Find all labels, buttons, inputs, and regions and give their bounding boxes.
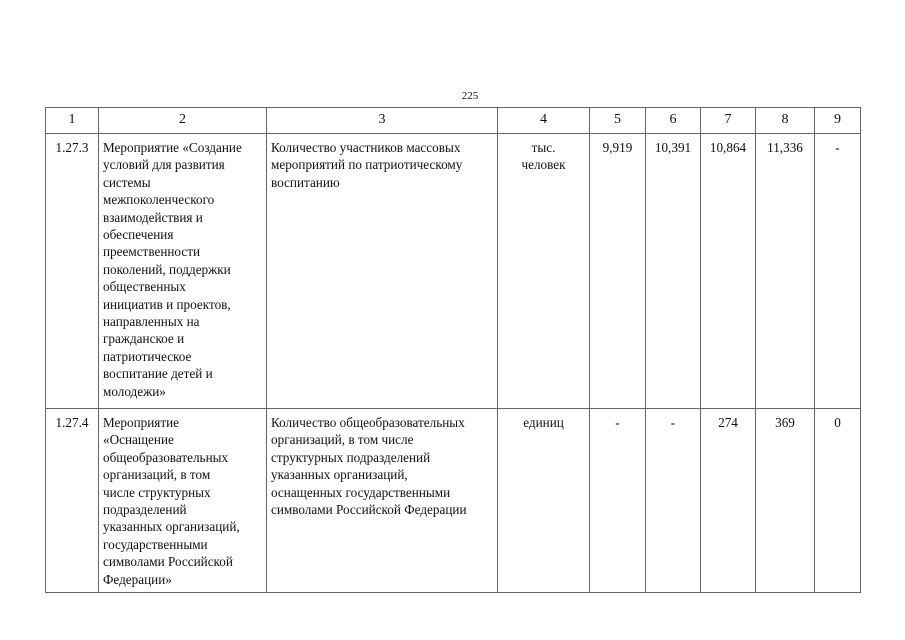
value-6: 10,391 xyxy=(646,134,701,409)
value-9: 0 xyxy=(815,409,861,593)
column-header: 6 xyxy=(646,108,701,134)
column-header: 9 xyxy=(815,108,861,134)
indicator-name: Количество общеобразовательных организаций, в том числе структурных подразделений указанных организаций, оснащенных государственными символами Российской Федерации xyxy=(267,409,498,593)
column-header: 2 xyxy=(99,108,267,134)
column-header: 3 xyxy=(267,108,498,134)
value-7: 10,864 xyxy=(701,134,756,409)
event-name: Мероприятие «Создание условий для развития системы межпоколенческого взаимодействия и обеспечения преемственности поколений, поддержки общественных инициатив и проектов, направленных на гражданское и патриотическое воспитание детей и молодежи» xyxy=(99,134,267,409)
event-name: Мероприятие «Оснащение общеобразовательных организаций, в том числе структурных подразделений указанных организаций, государственными символами Российской Федерации» xyxy=(99,409,267,593)
value-6: - xyxy=(646,409,701,593)
value-8: 369 xyxy=(756,409,815,593)
column-header: 5 xyxy=(590,108,646,134)
column-header: 1 xyxy=(46,108,99,134)
value-5: - xyxy=(590,409,646,593)
indicator-name: Количество участников массовых мероприятий по патриотическому воспитанию xyxy=(267,134,498,409)
value-9: - xyxy=(815,134,861,409)
value-7: 274 xyxy=(701,409,756,593)
column-header: 8 xyxy=(756,108,815,134)
value-8: 11,336 xyxy=(756,134,815,409)
header-row xyxy=(46,108,861,134)
table-row xyxy=(46,134,861,409)
unit: единиц xyxy=(498,409,590,593)
indicators-table xyxy=(45,107,861,593)
page-number: 225 xyxy=(461,90,479,102)
row-id: 1.27.3 xyxy=(46,134,99,409)
value-5: 9,919 xyxy=(590,134,646,409)
table-row xyxy=(46,409,861,593)
column-header: 4 xyxy=(498,108,590,134)
unit: тыс. человек xyxy=(498,134,590,409)
row-id: 1.27.4 xyxy=(46,409,99,593)
column-header: 7 xyxy=(701,108,756,134)
